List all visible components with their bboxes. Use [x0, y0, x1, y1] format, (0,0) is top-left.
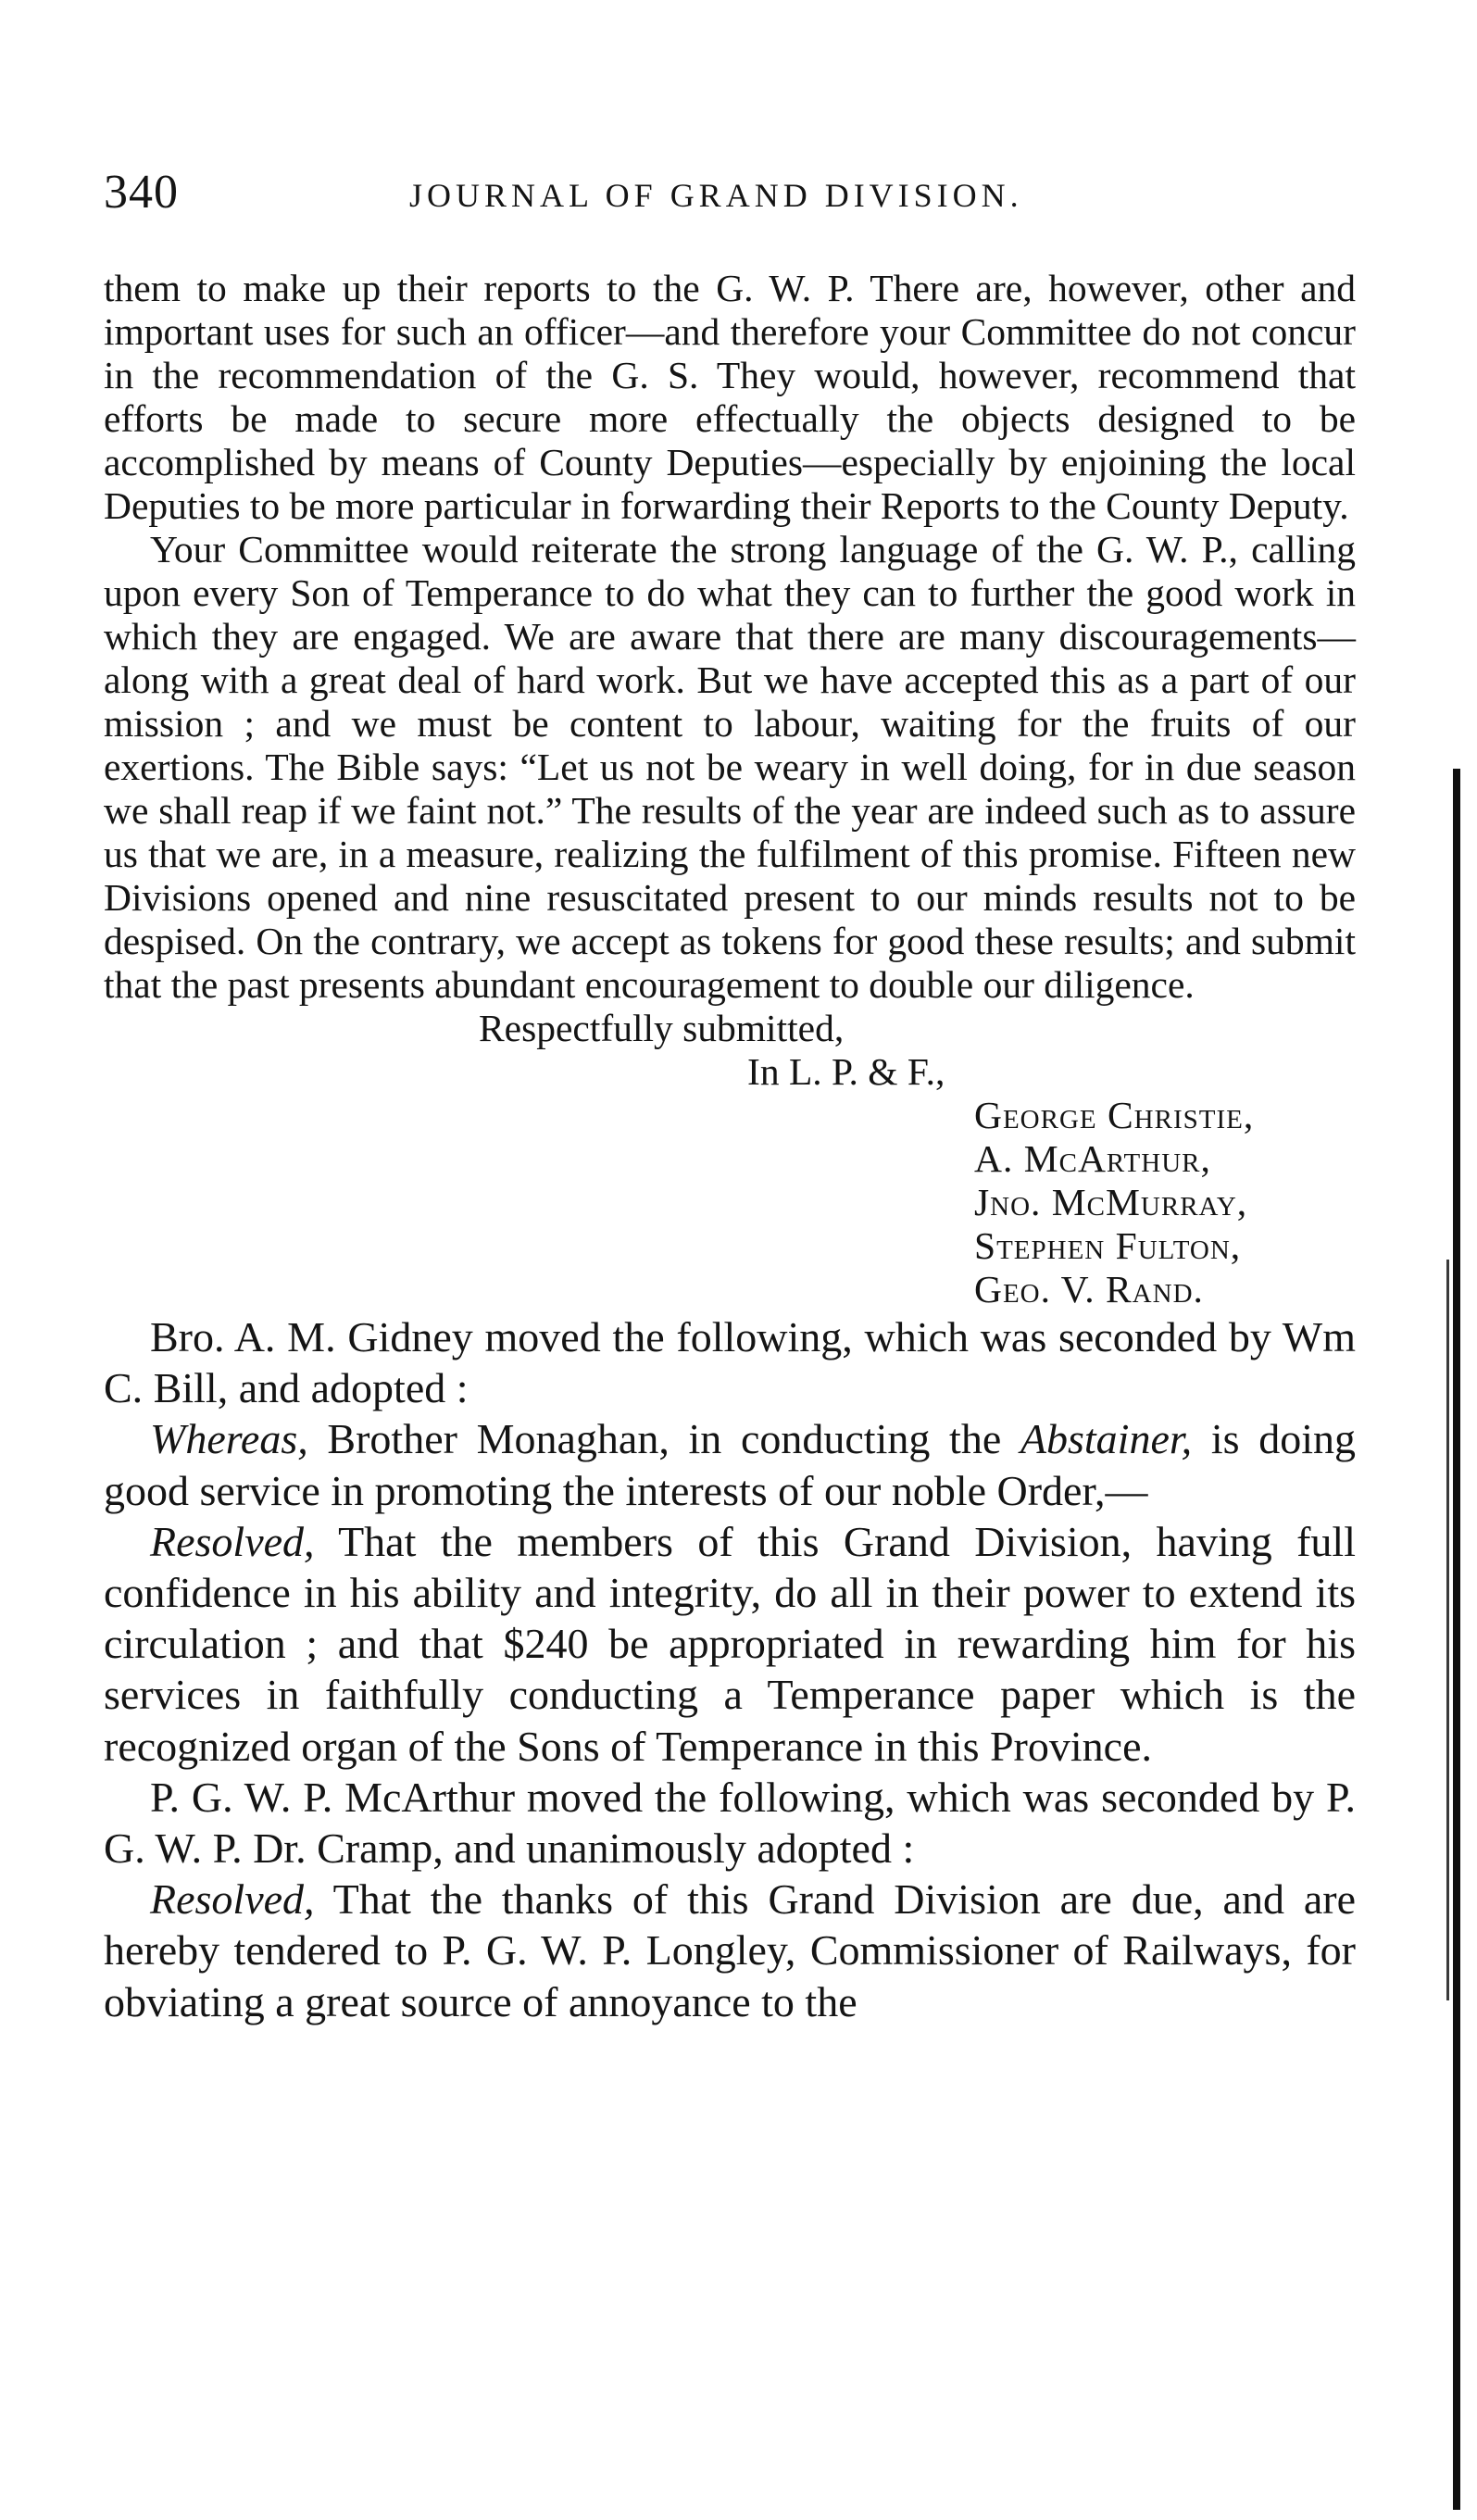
resolved-lead: Resolved,	[150, 1517, 315, 1565]
running-head: JOURNAL OF GRAND DIVISION.	[409, 177, 1023, 214]
signatory-name: A. McArthur,	[974, 1137, 1211, 1180]
newspaper-title: Abstainer,	[1020, 1415, 1193, 1463]
page-edge-shadow	[1453, 769, 1460, 2510]
signatory-name: Geo. V. Rand.	[974, 1268, 1204, 1310]
page-number: 340	[104, 166, 179, 219]
proceedings-section	[104, 1311, 1356, 2027]
motion-gidney: Bro. A. M. Gidney moved the following, which was seconded by Wm C. Bill, and adopted :	[104, 1313, 1356, 1412]
salutation-line: In L. P. & F.,	[747, 1050, 945, 1093]
page-header	[104, 165, 1363, 230]
page-edge-shadow	[1446, 1260, 1449, 2000]
closing-line: Respectfully submitted,	[479, 1007, 845, 1049]
report-paragraph-2: Your Committee would reiterate the strong language of the G. W. P., calling upon every Son of Temperance to do what they can to further the good work in which they are engaged. We are aware that there are many discouragements—along with a great deal of hard work. But we have accepted this as a part of our mission ; and we must be content to labour, waiting for the fruits of our exertions. The Bible says: “Let us not be weary in well doing, for in due season we shall reap if we faint not.” The results of the year are indeed such as to assure us that we are, in a measure, realizing the fulfilment of this promise. Fifteen new Divisions opened and nine resuscitated present to our minds results not to be despised. On the contrary, we accept as tokens for good these results; and submit that the past presents abundant encouragement to double our diligence.	[104, 528, 1356, 1006]
whereas-text-a: Brother Monaghan, in conducting the	[307, 1415, 1020, 1463]
signatory-name: Jno. McMurray,	[974, 1181, 1248, 1223]
report-paragraph-1: them to make up their reports to the G. W. P. There are, however, other and important uses for such an officer—and therefore your Committee do not concur in the recommendation of the G. S. They would, however, recommend that efforts be made to secure more effectually the objects designed to be accomplished by means of County Deputies—especially by enjoining the local Deputies to be more particular in forwarding their Reports to the County Deputy.	[104, 267, 1356, 527]
whereas-clause	[104, 1413, 1356, 1515]
signatory-name: George Christie,	[974, 1094, 1255, 1136]
whereas-text-b: is doing good service in promoting the interests of our noble Order,—	[104, 1415, 1356, 1514]
signature-block	[104, 1007, 1356, 1311]
resolved-lead: Resolved,	[150, 1875, 315, 1924]
signatory-name: Stephen Fulton,	[974, 1224, 1242, 1267]
motion-mcarthur: P. G. W. P. McArthur moved the following, which was seconded by P. G. W. P. Dr. Cramp, and unanimously adopted :	[104, 1773, 1356, 1873]
page-body	[104, 267, 1356, 2027]
resolution-text: That the thanks of this Grand Division are due, and are hereby tendered to P. G. W. P. Longley, Commissioner of Railways, for obviating a great source of annoyance to the	[104, 1875, 1356, 2025]
whereas-lead: Whereas,	[150, 1415, 308, 1463]
resolution-text: That the members of this Grand Division, having full confidence in his ability and integrity, do all in their power to extend its circulation ; and that $240 be appropriated in rewarding him for his services in faithfully conducting a Temperance paper which is the recognized organ of the Sons of Temperance in this Province.	[104, 1517, 1356, 1770]
resolution-monaghan	[104, 1516, 1356, 1772]
resolution-longley	[104, 1874, 1356, 2027]
